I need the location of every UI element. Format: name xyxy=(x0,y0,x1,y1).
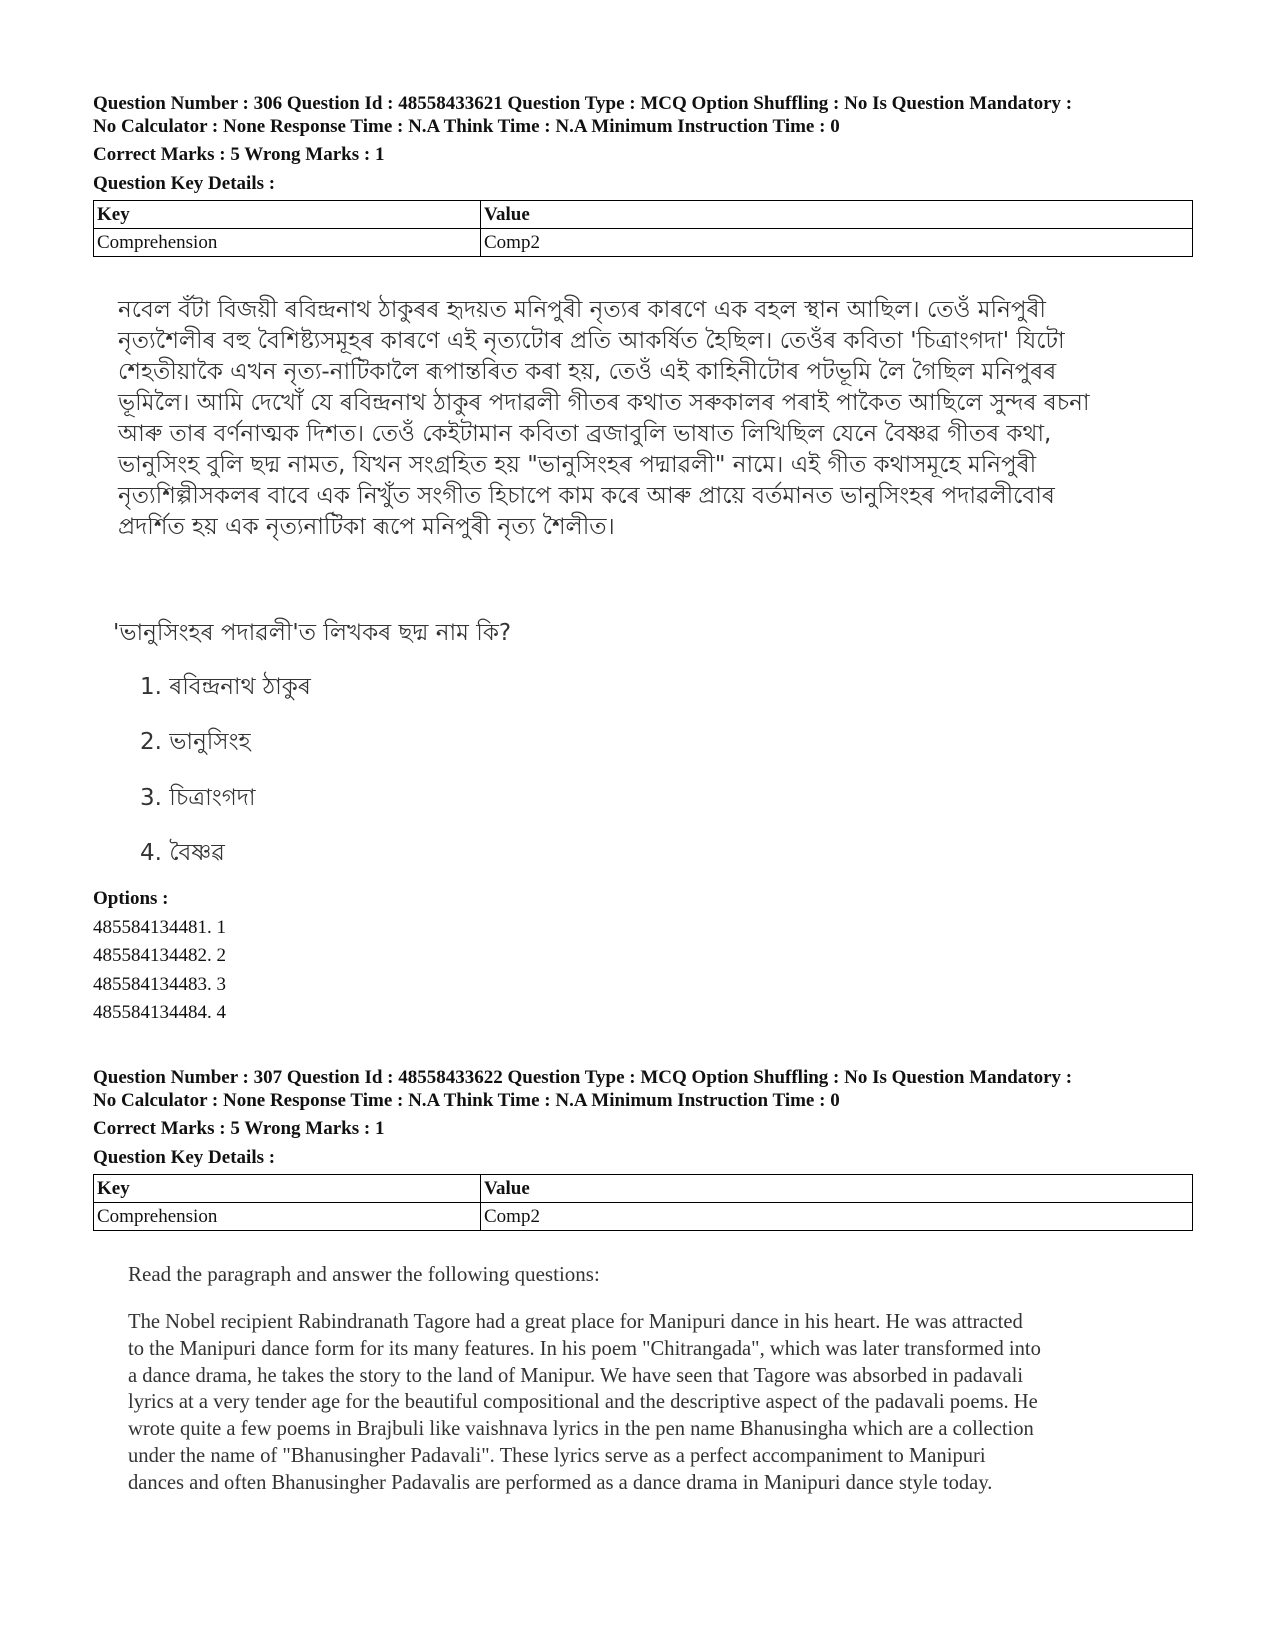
passage-line: The Nobel recipient Rabindranath Tagore had a great place for Manipuri dance in his heart. He was attracted xyxy=(128,1311,1023,1333)
assamese-option: 3. চিত্ৰাংগদা xyxy=(140,785,256,811)
marks-line: Correct Marks : 5 Wrong Marks : 1 xyxy=(93,1118,385,1139)
table-cell: Comprehension xyxy=(94,1203,481,1231)
marks-line: Correct Marks : 5 Wrong Marks : 1 xyxy=(93,144,385,165)
question-meta-line: Question Number : 306 Question Id : 48558433621 Question Type : MCQ Option Shuffling : No Is Question Mandatory : xyxy=(93,93,1073,114)
question-meta xyxy=(93,1066,1193,1112)
question-meta xyxy=(93,92,1193,138)
passage-line: আৰু তাৰ বৰ্ণনাত্মক দিশত। তেওঁ কেইটামান কবিতা ব্ৰজাবুলি ভাষাত লিখিছিল যেনে বৈষ্ণৱ গীতৰ কথা, xyxy=(118,421,1052,447)
key-details-table xyxy=(93,200,1193,257)
option-id: 485584134482. 2 xyxy=(93,945,226,966)
assamese-option: 4. বৈষ্ণৱ xyxy=(140,840,225,866)
table-header-row xyxy=(94,201,1193,229)
table-row xyxy=(94,1203,1193,1231)
passage-line: lyrics at a very tender age for the beautiful compositional and the descriptive aspect of the padavali poems. He xyxy=(128,1391,1038,1414)
passage-line: নৃত্যশৈলীৰ বহু বৈশিষ্ট্যসমূহৰ কাৰণে এই নৃত্যটোৰ প্ৰতি আকৰ্ষিত হৈছিল। তেওঁৰ কবিতা 'চিত্ৰাংগদা' যিটো xyxy=(118,328,1065,354)
question-meta-line: No Calculator : None Response Time : N.A Think Time : N.A Minimum Instruction Time : 0 xyxy=(93,116,840,137)
key-details-table xyxy=(93,1174,1193,1231)
question-306-header xyxy=(93,92,1193,257)
question-307-header xyxy=(93,1066,1193,1231)
passage-line: under the name of "Bhanusingher Padavali". These lyrics serve as a perfect accompaniment to Manipuri xyxy=(128,1444,986,1467)
key-details-label: Question Key Details : xyxy=(93,1147,276,1168)
question-meta-line: Question Number : 307 Question Id : 48558433622 Question Type : MCQ Option Shuffling : No Is Question Mandatory : xyxy=(93,1067,1073,1088)
passage-line: শেহতীয়াকৈ এখন নৃত্য-নাটিকালৈ ৰূপান্তৰিত কৰা হয়, তেওঁ এই কাহিনীটোৰ পটভূমি লৈ গৈছিল মনিপুৰৰ xyxy=(118,359,1057,385)
table-header-cell: Key xyxy=(94,201,481,229)
option-id: 485584134483. 3 xyxy=(93,973,226,995)
table-header-cell: Value xyxy=(481,1175,1193,1203)
english-instruction: Read the paragraph and answer the following questions: xyxy=(128,1262,600,1286)
english-passage xyxy=(128,1309,1198,1497)
option-id: 485584134481. 1 xyxy=(93,916,226,938)
options-heading: Options : xyxy=(93,888,169,909)
table-header-row xyxy=(94,1175,1193,1203)
assamese-option: 1. ৰবিন্দ্ৰনাথ ঠাকুৰ xyxy=(140,674,311,700)
passage-line: wrote quite a few poems in Brajbuli like vaishnava lyrics in the pen name Bhanusingha which are a collection xyxy=(128,1418,1034,1441)
passage-line: a dance drama, he takes the story to the land of Manipur. We have seen that Tagore was absorbed in padavali xyxy=(128,1364,1024,1387)
passage-line: প্ৰদৰ্শিত হয় এক নৃত্যনাটিকা ৰূপে মনিপুৰী নৃত্য শৈলীত। xyxy=(118,514,615,540)
passage-line: dances and often Bhanusingher Padavalis are performed as a dance drama in Manipuri dance style today. xyxy=(128,1471,993,1494)
passage-line: ভূমিলৈ। আমি দেখোঁ যে ৰবিন্দ্ৰনাথ ঠাকুৰ পদাৱলী গীতৰ কথাত সৰুকালৰ পৰাই পাকৈত আছিলে সুন্দৰ ৰচনা xyxy=(118,390,1090,416)
key-details-label: Question Key Details : xyxy=(93,173,276,194)
passage-line: নবেল বঁটা বিজয়ী ৰবিন্দ্ৰনাথ ঠাকুৰৰ হৃদয়ত মনিপুৰী নৃত্যৰ কাৰণে এক বহল স্থান আছিল। তেওঁ মনিপুৰী xyxy=(118,297,1046,323)
table-cell: Comp2 xyxy=(481,1203,1193,1231)
assamese-passage xyxy=(118,295,1178,543)
passage-line: to the Manipuri dance form for its many features. In his poem "Chitrangada", which was later transformed into xyxy=(128,1337,1041,1360)
option-id: 485584134484. 4 xyxy=(93,1002,226,1023)
passage-line: নৃত্যশিল্পীসকলৰ বাবে এক নিখুঁত সংগীত হিচাপে কাম কৰে আৰু প্ৰায়ে বৰ্তমানত ভানুসিংহৰ পদাৱলীবোৰ xyxy=(118,483,1055,509)
assamese-question: 'ভানুসিংহৰ পদাৱলী'ত লিখকৰ ছদ্ম নাম কি? xyxy=(113,620,512,646)
table-header-cell: Value xyxy=(481,201,1193,229)
table-cell: Comprehension xyxy=(94,229,481,257)
passage-line: ভানুসিংহ বুলি ছদ্ম নামত, যিখন সংগ্ৰহিত হয় "ভানুসিংহৰ পদ্মাৱলী" নামে। এই গীত কথাসমূহে মনিপুৰী xyxy=(118,452,1037,478)
assamese-option: 2. ভানুসিংহ xyxy=(140,729,251,755)
options-list xyxy=(93,885,226,1028)
table-cell: Comp2 xyxy=(481,229,1193,257)
question-meta-line: No Calculator : None Response Time : N.A Think Time : N.A Minimum Instruction Time : 0 xyxy=(93,1090,840,1111)
table-header-cell: Key xyxy=(94,1175,481,1203)
table-row xyxy=(94,229,1193,257)
